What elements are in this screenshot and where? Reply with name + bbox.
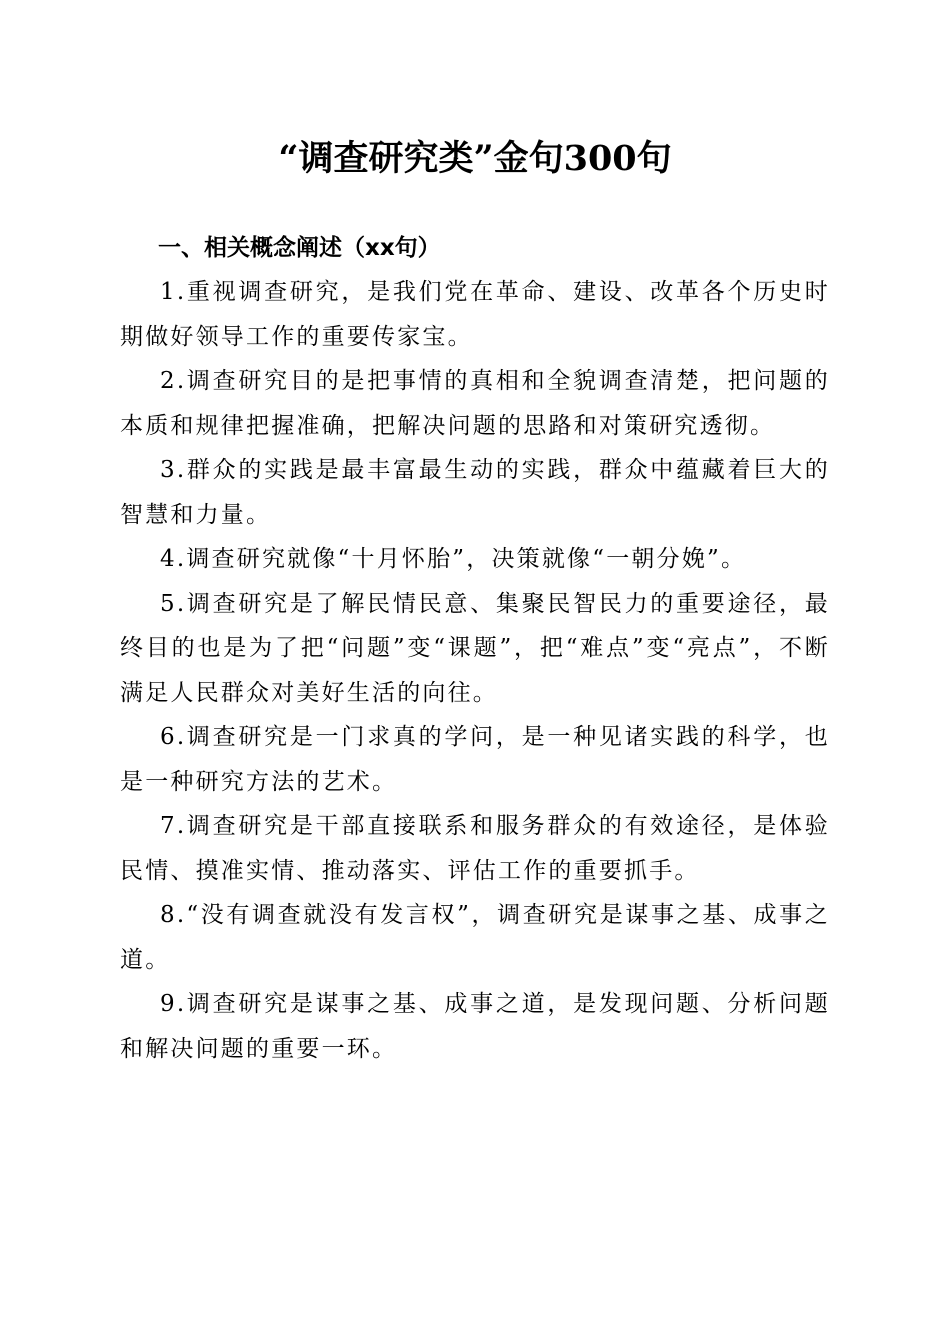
quote-item-6: 6.调查研究是一门求真的学问，是一种见诸实践的科学，也是一种研究方法的艺术。 [120, 724, 830, 795]
quote-item-4: 4.调查研究就像“十月怀胎”，决策就像“一朝分娩”。 [160, 546, 747, 572]
section-heading: 一、相关概念阐述（xx句） [158, 235, 441, 261]
quote-item-7: 7.调查研究是干部直接联系和服务群众的有效途径，是体验民情、摸准实情、推动落实、评估工作的重要抓手。 [120, 813, 830, 884]
quote-item-9: 9.调查研究是谋事之基、成事之道，是发现问题、分析问题和解决问题的重要一环。 [120, 991, 830, 1062]
quote-item-2: 2.调查研究目的是把事情的真相和全貌调查清楚，把问题的本质和规律把握准确，把解决问题的思路和对策研究透彻。 [120, 368, 830, 439]
quote-item-5: 5.调查研究是了解民情民意、集聚民智民力的重要途径，最终目的也是为了把“问题”变“课题”，把“难点”变“亮点”，不断满足人民群众对美好生活的向往。 [120, 590, 830, 706]
document-title: “调查研究类”金句300句 [278, 138, 672, 179]
quote-item-3: 3.群众的实践是最丰富最生动的实践，群众中蕴藏着巨大的智慧和力量。 [120, 457, 830, 528]
quote-item-1: 1.重视调查研究，是我们党在革命、建设、改革各个历史时期做好领导工作的重要传家宝。 [120, 279, 830, 350]
quote-item-8: 8.“没有调查就没有发言权”，调查研究是谋事之基、成事之道。 [120, 902, 830, 973]
section-concepts [120, 226, 830, 1071]
